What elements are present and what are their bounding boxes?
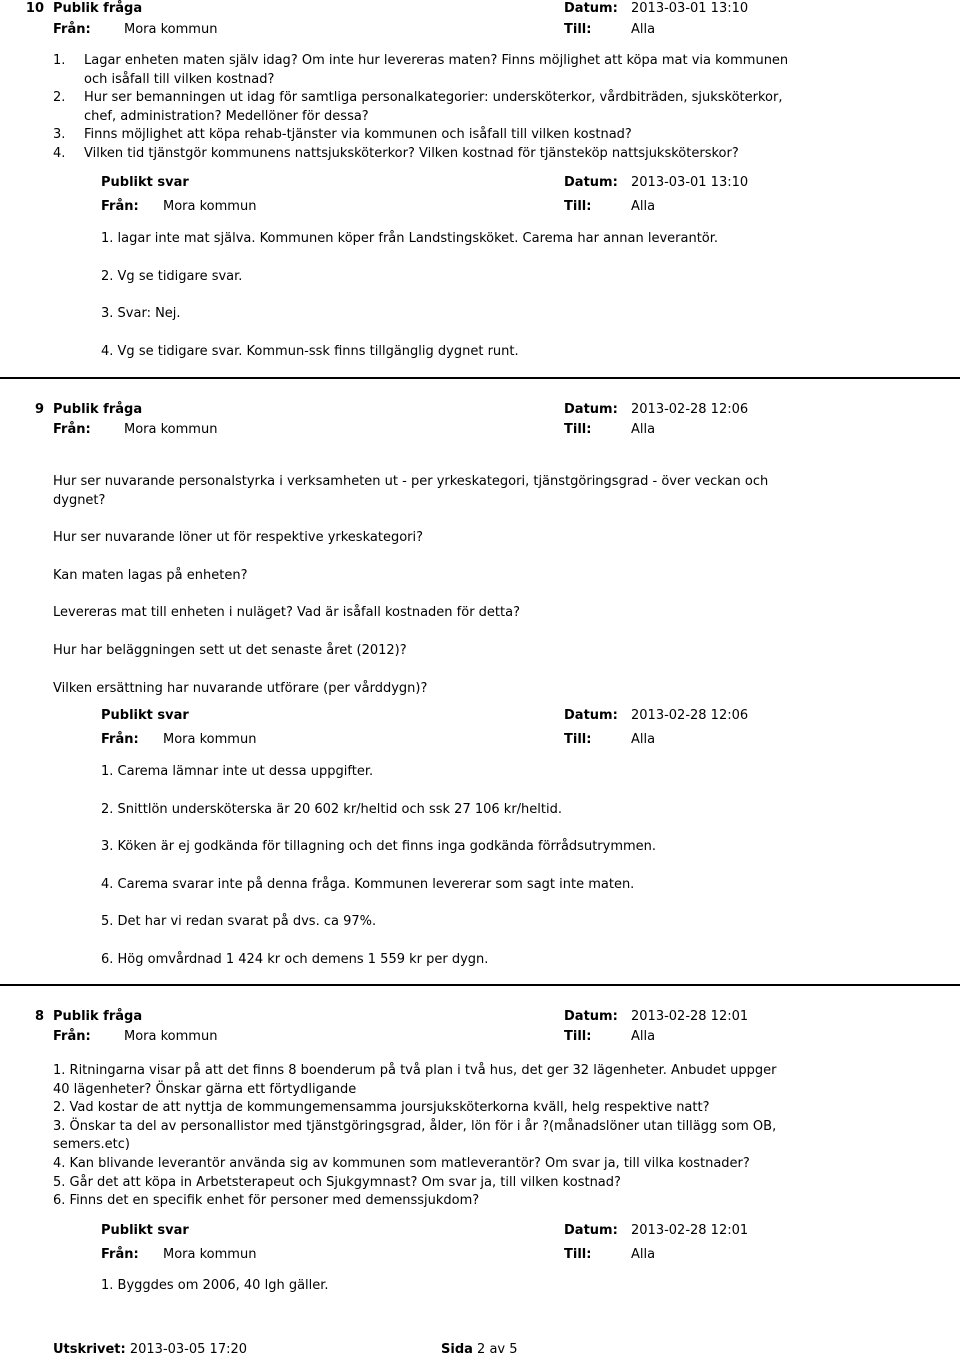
question-type-label: Publik fråga bbox=[53, 1, 143, 16]
answer-date: 2013-03-01 13:10 bbox=[631, 175, 749, 190]
to-label: Till: bbox=[564, 1029, 592, 1044]
question-body bbox=[53, 52, 793, 164]
to-label: Till: bbox=[564, 732, 592, 747]
answer-line: 1. Byggdes om 2006, 40 lgh gäller. bbox=[101, 1278, 329, 1293]
question-meta-row bbox=[0, 21, 960, 39]
to-label: Till: bbox=[564, 199, 592, 214]
question-to: Alla bbox=[631, 1029, 656, 1044]
date-label: Datum: bbox=[564, 1009, 618, 1024]
question-header bbox=[0, 0, 960, 18]
answer-line: 4. Carema svarar inte på denna fråga. Kommunen levererar som sagt inte maten. bbox=[101, 876, 635, 892]
answer-date: 2013-02-28 12:01 bbox=[631, 1223, 749, 1238]
date-label: Datum: bbox=[564, 402, 618, 417]
answer-from: Mora kommun bbox=[163, 1247, 257, 1262]
answer-body bbox=[101, 763, 801, 989]
question-date: 2013-02-28 12:06 bbox=[631, 402, 749, 417]
to-label: Till: bbox=[564, 422, 592, 437]
answer-header bbox=[0, 1222, 960, 1240]
date-label: Datum: bbox=[564, 175, 618, 190]
question-item: 4. Vilken tid tjänstgör kommunens nattsjuksköterkor? Vilken kostnad för tjänsteköp nattsjuksköterskor? bbox=[53, 145, 739, 161]
answer-block-10 bbox=[0, 174, 960, 216]
question-number: 8 bbox=[34, 1009, 44, 1024]
date-label: Datum: bbox=[564, 1, 618, 16]
question-section-10 bbox=[0, 0, 960, 39]
question-paragraph: Hur har beläggningen sett ut det senaste året (2012)? bbox=[53, 642, 407, 658]
answer-to: Alla bbox=[631, 1247, 656, 1262]
question-header bbox=[0, 1008, 960, 1026]
answer-type-label: Publikt svar bbox=[101, 1223, 189, 1238]
question-paragraph: 5. Går det att köpa in Arbetsterapeut och Sjukgymnast? Om svar ja, till vilken kostnad? bbox=[53, 1174, 621, 1190]
page-footer bbox=[53, 1341, 753, 1359]
question-paragraph: Hur ser nuvarande löner ut för respektive yrkeskategori? bbox=[53, 530, 424, 546]
answer-block-9 bbox=[0, 707, 960, 749]
from-label: Från: bbox=[53, 422, 91, 437]
answer-meta-row bbox=[0, 731, 960, 749]
printed-timestamp: Utskrivet: 2013-03-05 17:20 bbox=[53, 1342, 248, 1357]
answer-line: 2. Vg se tidigare svar. bbox=[101, 268, 243, 284]
to-label: Till: bbox=[564, 1247, 592, 1262]
answer-line: 5. Det har vi redan svarat på dvs. ca 97%. bbox=[101, 914, 377, 930]
question-header bbox=[0, 401, 960, 419]
question-body bbox=[53, 473, 793, 717]
answer-type-label: Publikt svar bbox=[101, 708, 189, 723]
answer-header bbox=[0, 707, 960, 725]
question-meta-row bbox=[0, 1028, 960, 1046]
question-paragraph: Hur ser nuvarande personalstyrka i verksamheten ut - per yrkeskategori, tjänstgöringsgrad - över veckan och dygnet? bbox=[53, 474, 769, 508]
question-item: 2. Hur ser bemanningen ut idag för samtliga personalkategorier: undersköterkor, vårdbiträden, sjuksköterkor, chef, administration? Medellöner för dessa? bbox=[53, 90, 783, 124]
question-item: 3. Finns möjlighet att köpa rehab-tjänster via kommunen och isåfall till vilken kostnad? bbox=[53, 127, 632, 143]
question-paragraph: 3. Önskar ta del av personallistor med tjänstgöringsgrad, ålder, lön för i år ?(månadslöner utan tillägg som OB, semers.etc) bbox=[53, 1118, 777, 1153]
answer-date: 2013-02-28 12:06 bbox=[631, 708, 749, 723]
question-type-label: Publik fråga bbox=[53, 402, 143, 417]
question-type-label: Publik fråga bbox=[53, 1009, 143, 1024]
question-from: Mora kommun bbox=[124, 1029, 218, 1044]
answer-body bbox=[101, 1277, 801, 1315]
question-paragraph: Kan maten lagas på enheten? bbox=[53, 567, 248, 583]
question-number: 10 bbox=[25, 1, 44, 16]
answer-block-8 bbox=[0, 1222, 960, 1264]
answer-from: Mora kommun bbox=[163, 732, 257, 747]
answer-line: 3. Köken är ej godkända för tillagning och det finns inga godkända förrådsutrymmen. bbox=[101, 839, 657, 855]
from-label: Från: bbox=[101, 1247, 139, 1262]
question-item: 1. Lagar enheten maten själv idag? Om inte hur levereras maten? Finns möjlighet att köpa mat via kommunen och isåfall till vilken kostnad? bbox=[53, 53, 789, 87]
question-paragraph: Levereras mat till enheten i nuläget? Vad är isåfall kostnaden för detta? bbox=[53, 605, 520, 621]
question-paragraph: 4. Kan blivande leverantör använda sig av kommunen som matleverantör? Om svar ja, till vilka kostnader? bbox=[53, 1155, 750, 1171]
answer-meta-row bbox=[0, 1246, 960, 1264]
answer-from: Mora kommun bbox=[163, 199, 257, 214]
date-label: Datum: bbox=[564, 1223, 618, 1238]
question-paragraph: Vilken ersättning har nuvarande utförare (per vårddygn)? bbox=[53, 680, 428, 696]
question-date: 2013-03-01 13:10 bbox=[631, 1, 749, 16]
from-label: Från: bbox=[101, 732, 139, 747]
from-label: Från: bbox=[53, 1029, 91, 1044]
answer-body bbox=[101, 230, 801, 380]
section-divider bbox=[0, 984, 960, 986]
question-section-9 bbox=[0, 401, 960, 439]
answer-type-label: Publikt svar bbox=[101, 175, 189, 190]
question-date: 2013-02-28 12:01 bbox=[631, 1009, 749, 1024]
answer-line: 2. Snittlön undersköterska är 20 602 kr/heltid och ssk 27 106 kr/heltid. bbox=[101, 801, 562, 817]
question-to: Alla bbox=[631, 422, 656, 437]
answer-line: 3. Svar: Nej. bbox=[101, 306, 181, 322]
answer-line: 4. Vg se tidigare svar. Kommun-ssk finns tillgänglig dygnet runt. bbox=[101, 343, 519, 359]
question-to: Alla bbox=[631, 22, 656, 37]
answer-line: 1. Carema lämnar inte ut dessa uppgifter. bbox=[101, 764, 374, 779]
question-paragraph: 2. Vad kostar de att nyttja de kommungemensamma joursjuksköterkorna kväll, helg respektive natt? bbox=[53, 1100, 710, 1116]
question-paragraph: 6. Finns det en specifik enhet för personer med demenssjukdom? bbox=[53, 1193, 480, 1209]
question-number: 9 bbox=[34, 402, 44, 417]
answer-to: Alla bbox=[631, 199, 656, 214]
from-label: Från: bbox=[101, 199, 139, 214]
question-section-8 bbox=[0, 1008, 960, 1046]
question-body bbox=[53, 1062, 793, 1211]
question-from: Mora kommun bbox=[124, 422, 218, 437]
page-number: Sida 2 av 5 bbox=[441, 1342, 518, 1357]
answer-line: 6. Hög omvårdnad 1 424 kr och demens 1 559 kr per dygn. bbox=[101, 951, 489, 967]
answer-to: Alla bbox=[631, 732, 656, 747]
to-label: Till: bbox=[564, 22, 592, 37]
date-label: Datum: bbox=[564, 708, 618, 723]
answer-header bbox=[0, 174, 960, 192]
from-label: Från: bbox=[53, 22, 91, 37]
question-from: Mora kommun bbox=[124, 22, 218, 37]
section-divider bbox=[0, 377, 960, 379]
question-paragraph: 1. Ritningarna visar på att det finns 8 boenderum på två plan i två hus, det ger 32 lägenheter. Anbudet uppger 40 lägenheter? Önskar gärna ett förtydligande bbox=[53, 1063, 777, 1097]
answer-line: 1. lagar inte mat själva. Kommunen köper från Landstingsköket. Carema har annan leverantör. bbox=[101, 231, 719, 246]
question-meta-row bbox=[0, 421, 960, 439]
answer-meta-row bbox=[0, 198, 960, 216]
